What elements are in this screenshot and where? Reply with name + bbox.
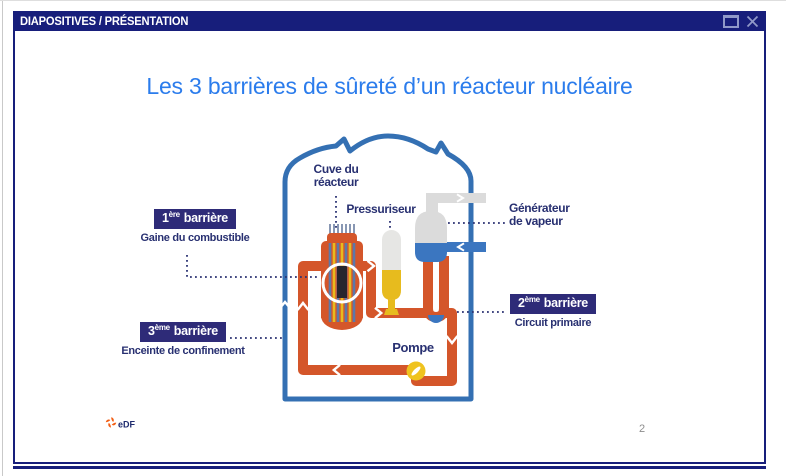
reactor-vessel: [321, 224, 363, 330]
window-title: DIAPOSITIVES / PRÉSENTATION: [20, 14, 189, 28]
label-pump: Pompe: [392, 340, 434, 355]
barrier-1-annotation: [115, 209, 275, 244]
barrier-2-word: barrière: [543, 296, 588, 310]
pump: [407, 362, 426, 381]
edf-flame-icon: [106, 417, 116, 427]
edf-logo-text: eDF: [118, 419, 136, 430]
label-pressurizer: Pressuriseur: [346, 202, 416, 216]
label-reactor-vessel-line1: Cuve du: [313, 162, 359, 176]
feedwater-line: [447, 242, 486, 252]
barrier-2-annotation: [473, 294, 633, 329]
barrier-1-ordinal: ère: [168, 209, 180, 219]
barrier-2-badge: [510, 294, 596, 314]
slides-window: [13, 11, 766, 469]
window-titlebar: [13, 11, 766, 31]
edf-logo: [103, 414, 149, 436]
label-reactor-vessel-line2: réacteur: [313, 174, 359, 189]
barrier-1-number: 1: [162, 211, 169, 225]
barrier-2-number: 2: [518, 296, 525, 310]
page-edge-top: [0, 0, 786, 1]
barrier-1-sublabel: Gaine du combustible: [140, 231, 250, 244]
barrier-3-word: barrière: [173, 324, 218, 338]
page-edge-left: [2, 0, 3, 476]
fuel-assembly: [337, 266, 347, 298]
window-bottom-border: [13, 466, 766, 469]
slide-title: Les 3 barrières de sûreté d’un réacteur nucléaire: [146, 73, 633, 99]
label-steam-generator-line1: Générateur: [509, 201, 570, 215]
label-steam-generator: [509, 202, 629, 228]
close-icon[interactable]: [746, 15, 759, 28]
barrier-3-sublabel: Enceinte de confinement: [121, 344, 245, 357]
barrier-3-ordinal: ème: [154, 322, 170, 332]
barrier-3-annotation: [103, 322, 263, 357]
barrier-2-ordinal: ème: [524, 294, 540, 304]
label-steam-generator-line2: de vapeur: [509, 213, 563, 228]
barrier-1-badge: [154, 209, 236, 229]
window-controls: [723, 15, 759, 28]
barrier-1-word: barrière: [183, 211, 228, 225]
barrier-3-number: 3: [148, 324, 155, 338]
barrier-2-sublabel: Circuit primaire: [514, 316, 592, 329]
maximize-icon[interactable]: [723, 15, 739, 28]
barrier-3-badge: [140, 322, 226, 342]
slide-page-number: 2: [638, 423, 646, 435]
label-reactor-vessel: [276, 163, 396, 189]
slide-canvas: [13, 31, 766, 464]
